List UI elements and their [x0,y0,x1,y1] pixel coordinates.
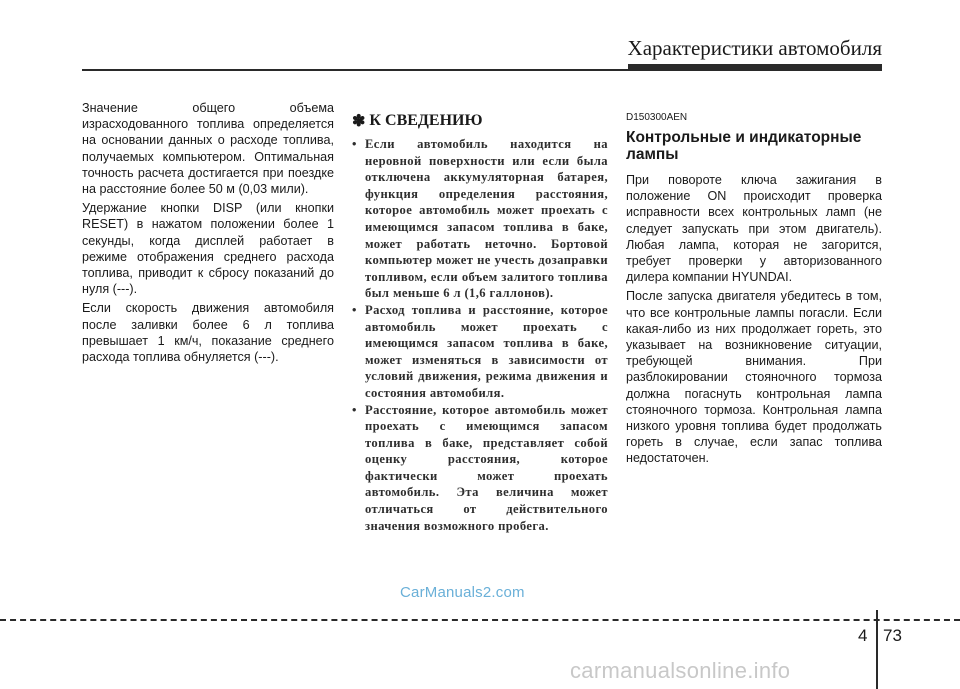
list-item-text: Расстояние, которое автомобиль может проехать с имеющимся запасом топлива в баке, представляет собой оценку расстояния, которое фактически может проехать автомобиль. Эта величина может отличаться от действительного значения возможного пробега. [365,402,608,533]
bullet-icon: • [352,402,357,417]
bullet-icon: • [352,137,357,151]
column-middle [352,100,608,534]
paragraph-lamp-check: При повороте ключа зажигания в положение ON происходит проверка исправности всех контрольных ламп (не следует запускать при этом двигатель). Любая лампа, которая не загорится, требует проверки у авторизованного дилера компании HYUNDAI. [626,173,882,285]
paragraph-after-start: После запуска двигателя убедитесь в том, что все контрольные лампы погасли. Если какая-либо из них продолжает гореть, это указывает на возникновение ситуации, требующей внимания. При разблокировании стояночного тормоза должна погаснуть контрольная лампа стояночного тормоза. Контрольная лампа низкого уровня топлива будет продолжать гореть в случае, если запас топлива недостаточен. [626,289,882,466]
list-item-text: Если автомобиль находится на неровной поверхности или если была отключена аккумуляторная батарея, функция определения расстояния, которое автомобиль может проехать с имеющимся запасом топлива в баке, может работать неточно. Бортовой компьютер может не учесть дозаправки топливом, если объем залитого топлива был меньше 6 л (1,6 галлонов). [365,137,608,301]
chapter-number: 4 [858,626,868,645]
paragraph-speed-reset: Если скорость движения автомобиля после заливки более 6 л топлива превышает 1 км/ч, показание среднего расхода топлива обнуляется (---). [82,301,334,365]
section-subheading: Контрольные и индикаторные лампы [626,129,862,163]
list-item-text: Расход топлива и расстояние, которое автомобиль может проехать с имеющимся запасом топлива в баке, может изменяться в зависимости от условий движения, режима движения и состояния автомобиля. [365,302,608,400]
page-header-title: Характеристики автомобиля [627,36,882,60]
footer-divider [0,619,960,621]
section-code: D150300AEN [626,112,688,123]
header-divider-accent [628,64,882,71]
list-item [352,402,608,535]
watermark-carmanualsonline: carmanualsonline.info [570,658,791,683]
paragraph-disp-reset: Удержание кнопки DISP (или кнопки RESET) в нажатом положении более 1 секунды, когда дисплей работает в режиме отображения среднего расхода топлива, приводит к сбросу показаний до нуля (---). [82,201,334,297]
page-number-separator [876,610,878,689]
notice-bullet-list [352,136,608,534]
asterisk-icon: ✽ [352,113,366,130]
list-item [352,136,608,302]
page-number: 73 [883,626,902,645]
list-item [352,302,608,402]
notice-heading-text: К СВЕДЕНИЮ [369,112,483,129]
column-right [626,100,882,470]
watermark-carmanuals2[interactable]: CarManuals2.com [400,584,525,601]
bullet-icon: • [352,302,357,317]
paragraph-total-fuel: Значение общего объема израсходованного топлива определяется на основании данных о расходе топлива, получаемых компьютером. Оптимальная точность расчета достигается при поездке на расстояние более 50 м (0,03 мили). [82,101,334,197]
column-left [82,100,334,368]
notice-heading [352,111,608,131]
